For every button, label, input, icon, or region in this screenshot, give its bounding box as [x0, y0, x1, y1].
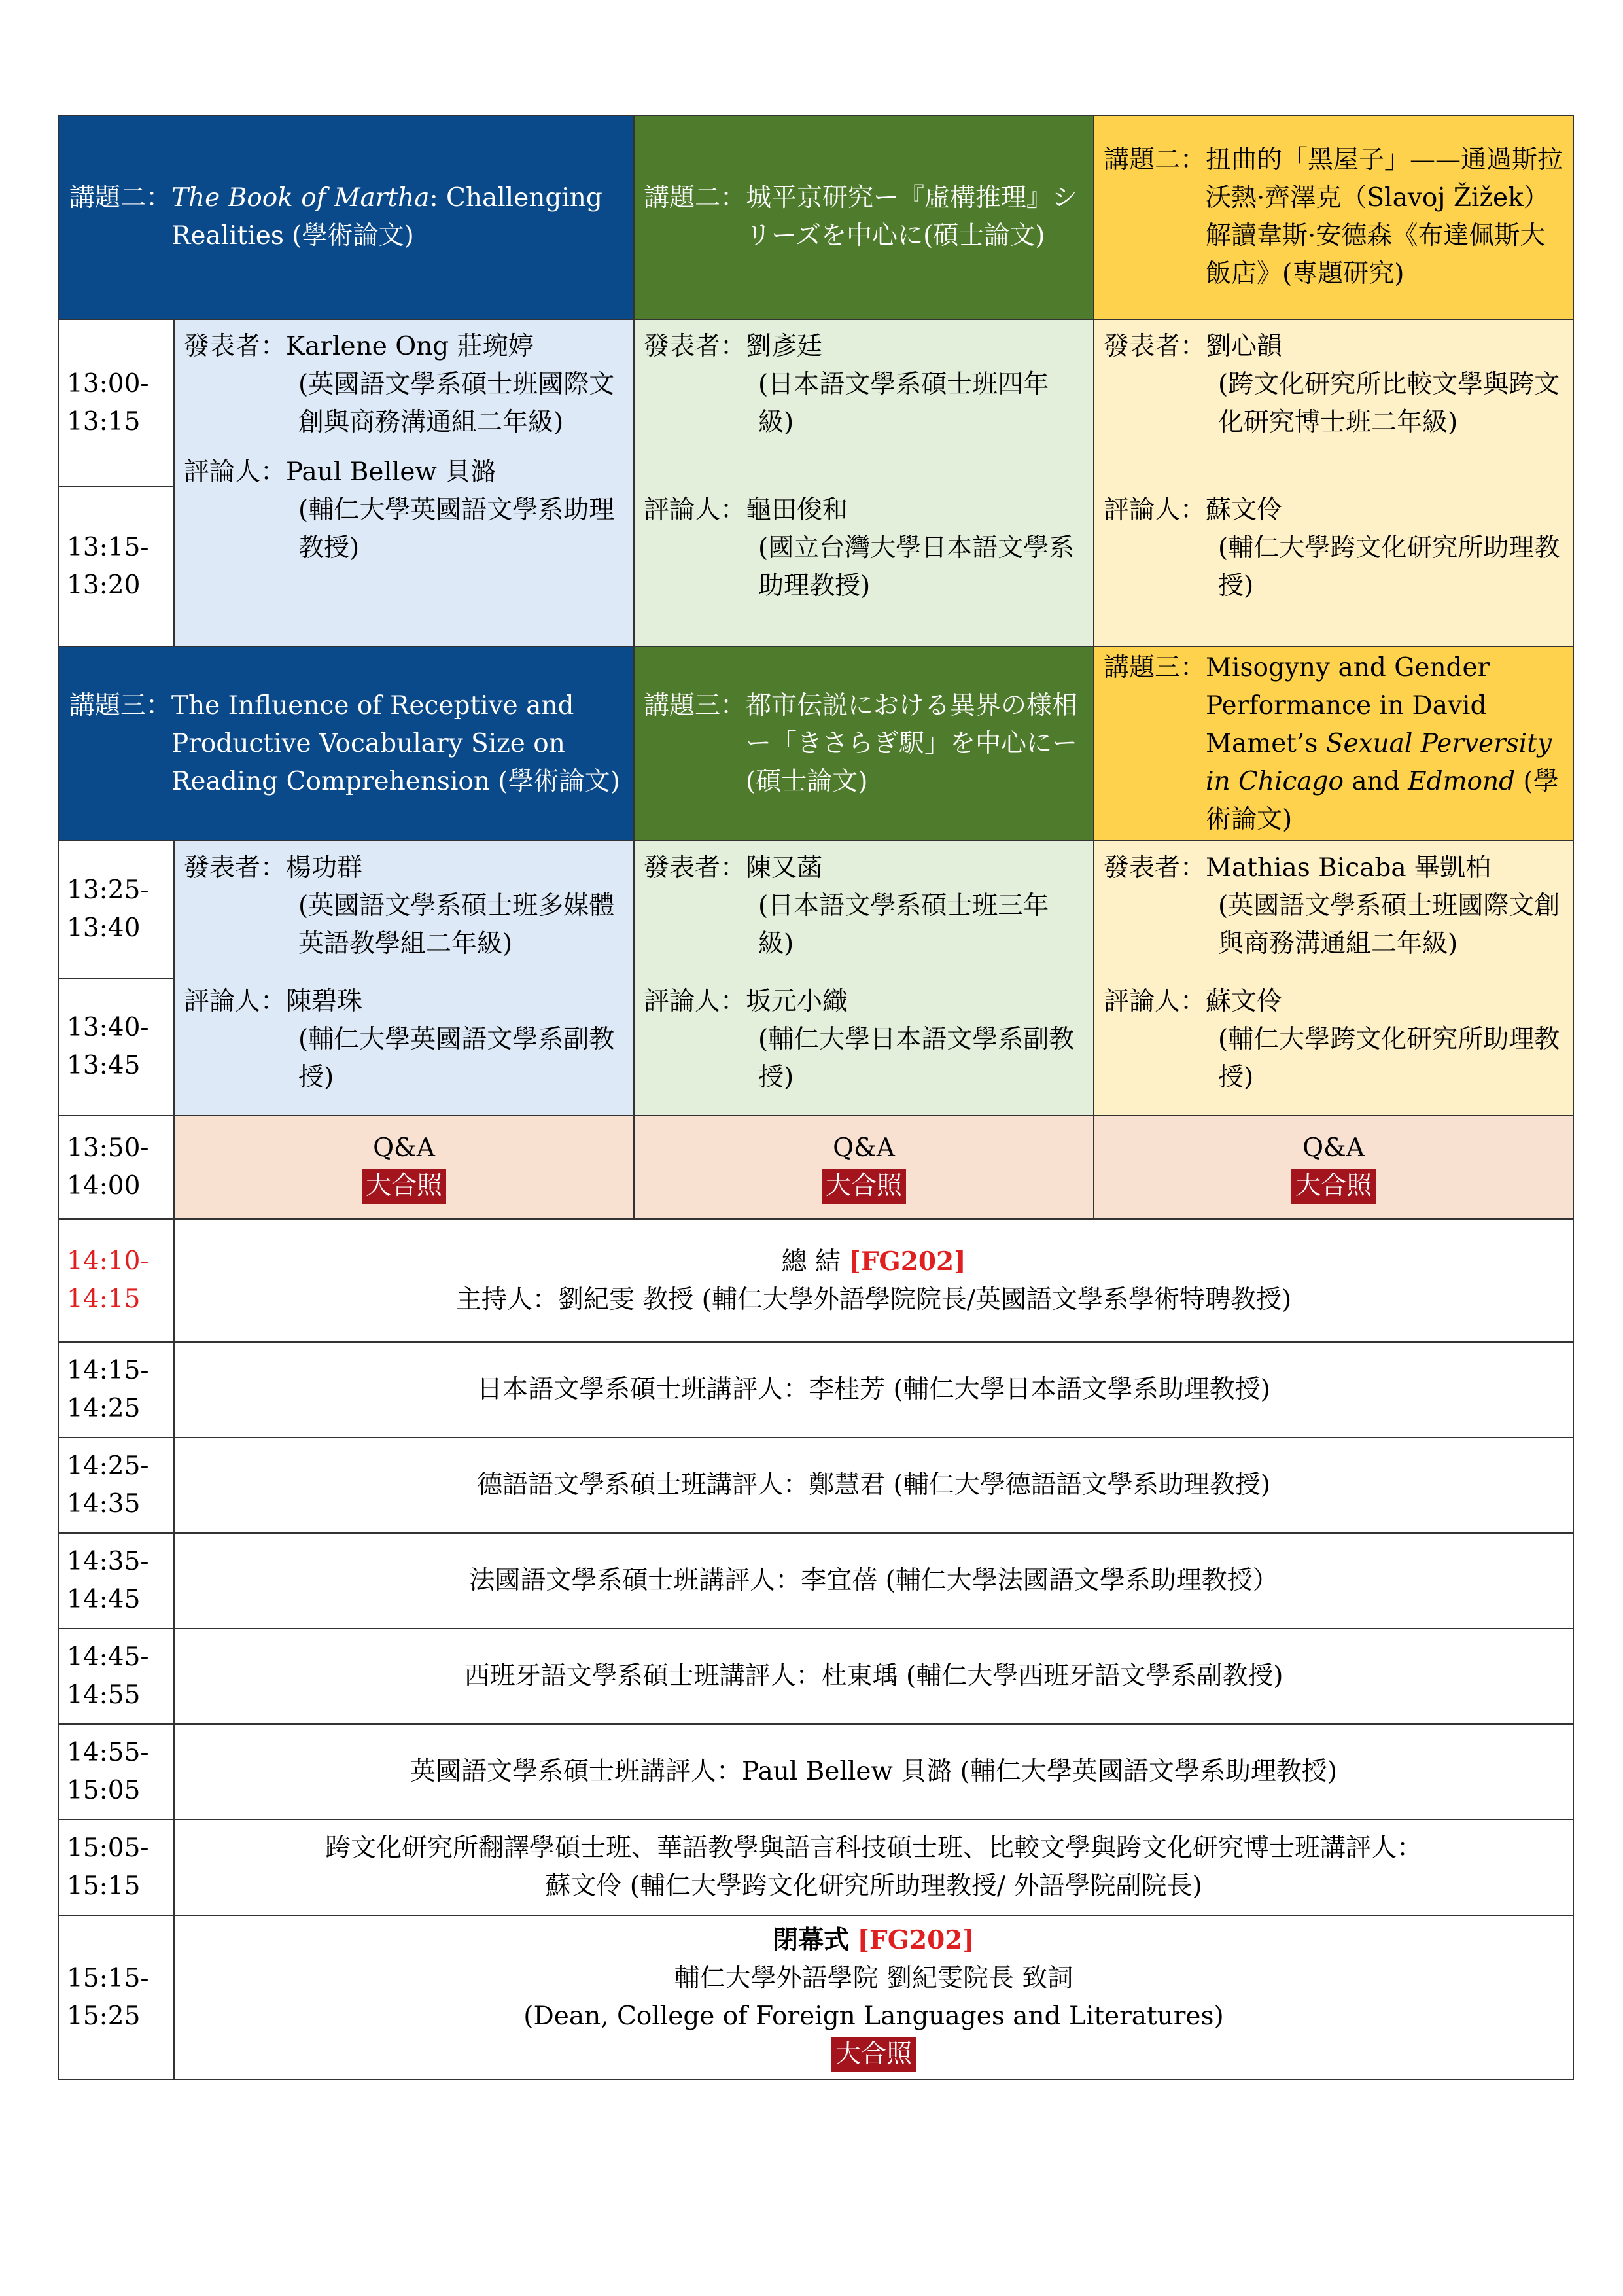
session3-col3 — [1094, 841, 1573, 1116]
presenter-label: 發表者： — [1104, 853, 1206, 883]
group-photo-badge: 大合照 — [822, 1169, 906, 1204]
review-row — [58, 1342, 1573, 1438]
session2-col1 — [174, 319, 634, 646]
review-text: 法國語文學系碩士班講評人：李宜蓓 (輔仁大學法國語文學系助理教授） — [174, 1533, 1573, 1629]
summary-cell — [174, 1219, 1573, 1342]
topic2-col3-header — [1094, 115, 1573, 319]
group-photo-badge: 大合照 — [362, 1169, 446, 1204]
reviewer-label: 評論人： — [1104, 495, 1206, 525]
topic-title: 都市伝説における異界の様相ー「きさらぎ駅」を中心にー(碩士論文) — [746, 690, 1078, 796]
qa-cell — [174, 1116, 634, 1219]
presenter-affiliation: (英國語文學系碩士班多媒體英語教學組二年級) — [298, 891, 615, 959]
review-text: 日本語文學系碩士班講評人：李桂芳 (輔仁大學日本語文學系助理教授) — [174, 1342, 1573, 1438]
topic3-col3-header — [1094, 646, 1573, 841]
time-slot: 15:15-15:25 — [58, 1915, 174, 2079]
reviewer-affiliation: (輔仁大學英國語文學系副教授) — [298, 1025, 615, 1092]
presenter-label: 發表者： — [1104, 332, 1206, 361]
room-label: [FG202] — [857, 1925, 975, 1955]
topic-title-italic: The Book of Martha — [171, 183, 430, 213]
time-slot: 13:50-14:00 — [58, 1116, 174, 1219]
group-photo-badge: 大合照 — [831, 2037, 916, 2072]
session2-presenter-row — [58, 319, 1573, 486]
group-photo-badge: 大合照 — [1291, 1169, 1376, 1204]
closing-speaker-en: (Dean, College of Foreign Languages and Literatures) — [523, 2002, 1224, 2031]
topic-label: 講題三： — [1104, 652, 1206, 682]
presenter-label: 發表者： — [644, 853, 746, 883]
topic-title: 城平京研究ー『虛構推理』シリーズを中心に(碩士論文) — [746, 183, 1078, 251]
room-label: [FG202] — [848, 1246, 966, 1277]
review-row — [58, 1724, 1573, 1820]
topic-label: 講題三： — [644, 690, 746, 720]
session3-presenter-row — [58, 841, 1573, 978]
reviewer-name: 陳碧珠 — [286, 987, 363, 1016]
closing-title: 閉幕式 — [773, 1925, 850, 1955]
reviewer-label: 評論人： — [184, 987, 287, 1016]
reviewer-affiliation: (輔仁大學英國語文學系助理教授) — [298, 495, 615, 563]
reviewer-name: Paul Bellew 貝潞 — [286, 457, 497, 487]
reviewer-affiliation: (輔仁大學跨文化研究所助理教授) — [1218, 1025, 1560, 1092]
topic-label: 講題二： — [1104, 145, 1206, 175]
session2-col3 — [1094, 319, 1573, 646]
reviewer-label: 評論人： — [644, 495, 746, 525]
cross-cultural-row — [58, 1820, 1573, 1915]
topic-label: 講題三： — [69, 690, 172, 720]
topic3-col2-header — [634, 646, 1094, 841]
topic-title: : Challenging Realities (學術論文) — [171, 183, 602, 251]
summary-host: 主持人：劉紀雯 教授 (輔仁大學外語學院院長/英國語文學系學術特聘教授) — [455, 1284, 1292, 1315]
review-row — [58, 1533, 1573, 1629]
topic-title: Misogyny and Gender Performance in David Mamet’s Sexual Perversity in Chicago and Edmond (學術論文) — [1206, 652, 1559, 834]
time-slot: 13:00-13:15 — [58, 319, 174, 486]
qa-cell — [634, 1116, 1094, 1219]
time-slot: 14:10-14:15 — [58, 1219, 174, 1342]
review-text: 英國語文學系碩士班講評人：Paul Bellew 貝潞 (輔仁大學英國語文學系助理教授) — [174, 1724, 1573, 1820]
reviewer-name: 坂元小織 — [746, 987, 848, 1016]
reviewer-name: 蘇文伶 — [1206, 987, 1283, 1016]
cross-cultural-line2: 蘇文伶 (輔仁大學跨文化研究所助理教授/ 外語學院副院長) — [545, 1871, 1202, 1901]
schedule-table — [58, 115, 1574, 2080]
presenter-affiliation: (日本語文學系碩士班四年級) — [758, 370, 1049, 437]
presenter-name: Mathias Bicaba 畢凱柏 — [1206, 853, 1491, 883]
cross-cultural-cell — [174, 1820, 1573, 1915]
presenter-name: 劉心韻 — [1206, 332, 1283, 361]
reviewer-affiliation: (輔仁大學日本語文學系副教授) — [758, 1025, 1075, 1092]
topic-title: 扭曲的「黑屋子」——通過斯拉沃熱·齊澤克（Slavoj Žižek）解讀韋斯·安德森《布達佩斯大飯店》(專題研究) — [1206, 145, 1563, 289]
topic2-header-row — [58, 115, 1573, 319]
qa-label: Q&A — [833, 1133, 895, 1163]
review-row — [58, 1438, 1573, 1533]
presenter-label: 發表者： — [184, 332, 287, 361]
time-slot: 14:35-14:45 — [58, 1533, 174, 1629]
session3-col1 — [174, 841, 634, 1116]
reviewer-affiliation: (國立台灣大學日本語文學系助理教授) — [758, 533, 1075, 601]
summary-row — [58, 1219, 1573, 1342]
qa-row — [58, 1116, 1573, 1219]
closing-speaker: 輔仁大學外語學院 劉紀雯院長 致詞 — [674, 1964, 1073, 1993]
presenter-name: 劉彥廷 — [746, 332, 823, 361]
topic2-col2-header — [634, 115, 1094, 319]
reviewer-name: 蘇文伶 — [1206, 495, 1283, 525]
topic-label: 講題二： — [69, 183, 172, 213]
session2-col2 — [634, 319, 1094, 646]
presenter-affiliation: (跨文化研究所比較文學與跨文化研究博士班二年級) — [1218, 370, 1560, 437]
reviewer-label: 評論人： — [644, 987, 746, 1016]
closing-cell — [174, 1915, 1573, 2079]
session3-col2 — [634, 841, 1094, 1116]
topic-label: 講題二： — [644, 183, 746, 213]
presenter-name: Karlene Ong 莊琬婷 — [286, 332, 534, 361]
closing-row — [58, 1915, 1573, 2079]
review-text: 德語語文學系碩士班講評人：鄭慧君 (輔仁大學德語語文學系助理教授) — [174, 1438, 1573, 1533]
presenter-affiliation: (日本語文學系碩士班三年級) — [758, 891, 1049, 959]
reviewer-name: 龜田俊和 — [746, 495, 848, 525]
review-text: 西班牙語文學系碩士班講評人：杜東瑀 (輔仁大學西班牙語文學系副教授) — [174, 1629, 1573, 1724]
reviewer-label: 評論人： — [184, 457, 287, 487]
qa-cell — [1094, 1116, 1573, 1219]
summary-title: 總 結 — [781, 1246, 841, 1277]
time-slot: 14:15-14:25 — [58, 1342, 174, 1438]
cross-cultural-line1: 跨文化研究所翻譯學碩士班、華語教學與語言科技碩士班、比較文學與跨文化研究博士班講評人： — [325, 1833, 1423, 1863]
time-slot: 14:45-14:55 — [58, 1629, 174, 1724]
reviewer-label: 評論人： — [1104, 987, 1206, 1016]
presenter-affiliation: (英國語文學系碩士班國際文創與商務溝通組二年級) — [1218, 891, 1560, 959]
presenter-label: 發表者： — [184, 853, 287, 883]
time-slot: 13:15-13:20 — [58, 486, 174, 646]
presenter-name: 楊功群 — [286, 853, 363, 883]
qa-label: Q&A — [1302, 1133, 1365, 1163]
time-slot: 15:05-15:15 — [58, 1820, 174, 1915]
topic3-header-row — [58, 646, 1573, 841]
qa-label: Q&A — [373, 1133, 435, 1163]
time-slot: 14:55-15:05 — [58, 1724, 174, 1820]
presenter-name: 陳又菡 — [746, 853, 823, 883]
topic2-col1-header — [58, 115, 634, 319]
presenter-label: 發表者： — [644, 332, 746, 361]
review-row — [58, 1629, 1573, 1724]
topic3-col1-header — [58, 646, 634, 841]
topic-title: The Influence of Receptive and Productive Vocabulary Size on Reading Comprehension (學術論文) — [171, 690, 620, 796]
time-slot: 13:25-13:40 — [58, 841, 174, 978]
time-slot: 13:40-13:45 — [58, 978, 174, 1116]
time-slot: 14:25-14:35 — [58, 1438, 174, 1533]
reviewer-affiliation: (輔仁大學跨文化研究所助理教授) — [1218, 533, 1560, 601]
presenter-affiliation: (英國語文學系碩士班國際文創與商務溝通組二年級) — [298, 370, 615, 437]
